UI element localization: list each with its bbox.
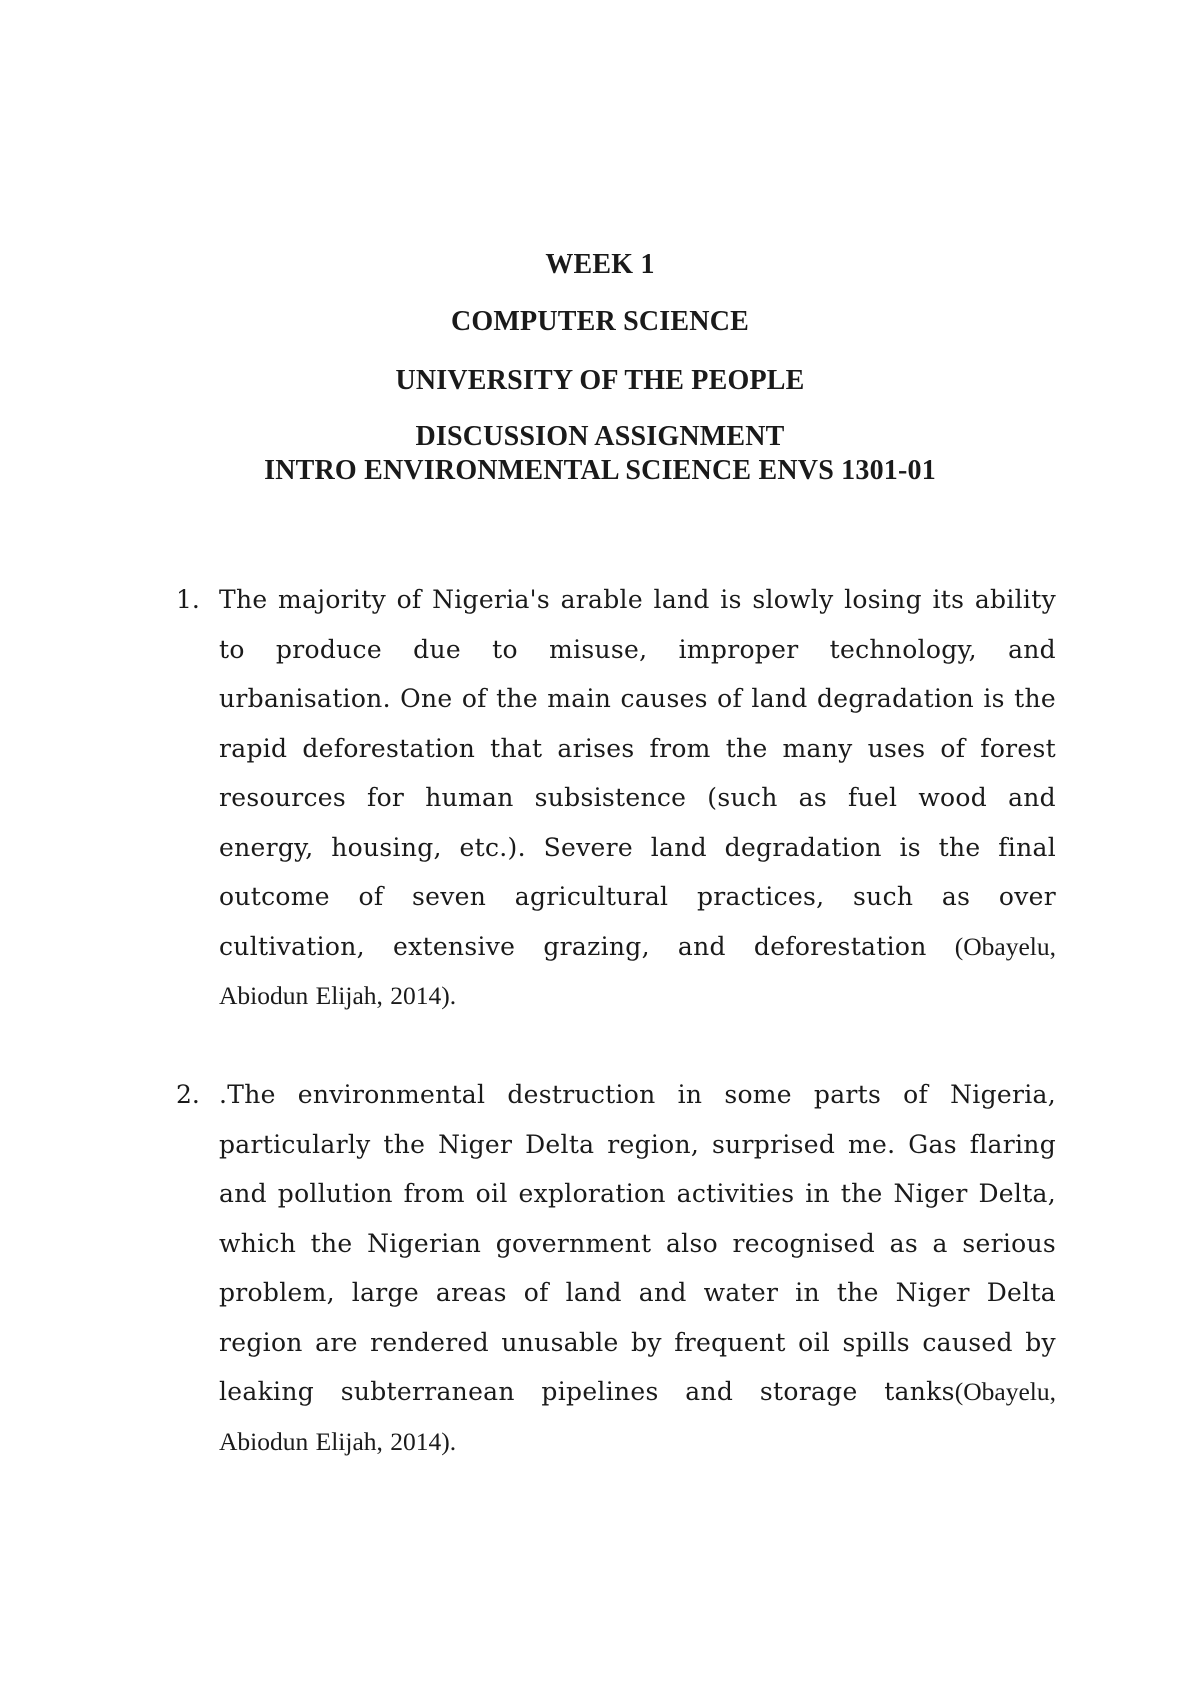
list-item-paragraph [219, 575, 1056, 1021]
citation: (Obayelu, Abiodun Elijah, 2014). [219, 931, 1056, 1010]
course-heading: INTRO ENVIRONMENTAL SCIENCE ENVS 1301-01 [264, 455, 936, 486]
list-item-1 [176, 575, 1056, 1021]
list-item-paragraph [219, 1070, 1056, 1466]
list-item-2 [176, 1070, 1056, 1466]
paragraph-text: The majority of Nigeria's arable land is slowly losing its ability to produce due to misuse, improper technology, and urbanisation. One of the main causes of land degradation is the rapid deforestation that arises from the many uses of forest resources for human subsistence (such as fuel wood and energy, housing, etc.). Severe land degradation is the final outcome of seven agricultural practices, such as over cultivation, extensive grazing, and deforestation [219, 585, 1056, 961]
university-heading: UNIVERSITY OF THE PEOPLE [395, 365, 805, 396]
assignment-heading: DISCUSSION ASSIGNMENT [415, 421, 785, 452]
list-item-number: 1. [176, 585, 200, 614]
list-item-number: 2. [176, 1080, 200, 1109]
citation: (Obayelu, Abiodun Elijah, 2014). [219, 1377, 1056, 1456]
week-heading: WEEK 1 [545, 249, 655, 280]
paragraph-text: .The environmental destruction in some parts of Nigeria, particularly the Niger Delta region, surprised me. Gas flaring and pollution from oil exploration activities in the Niger Delta, which the Nigerian government also recognised as a serious problem, large areas of land and water in the Niger Delta region are rendered unusable by frequent oil spills caused by leaking subterranean pipelines and storage tanks [219, 1080, 1056, 1406]
department-heading: COMPUTER SCIENCE [450, 306, 749, 337]
